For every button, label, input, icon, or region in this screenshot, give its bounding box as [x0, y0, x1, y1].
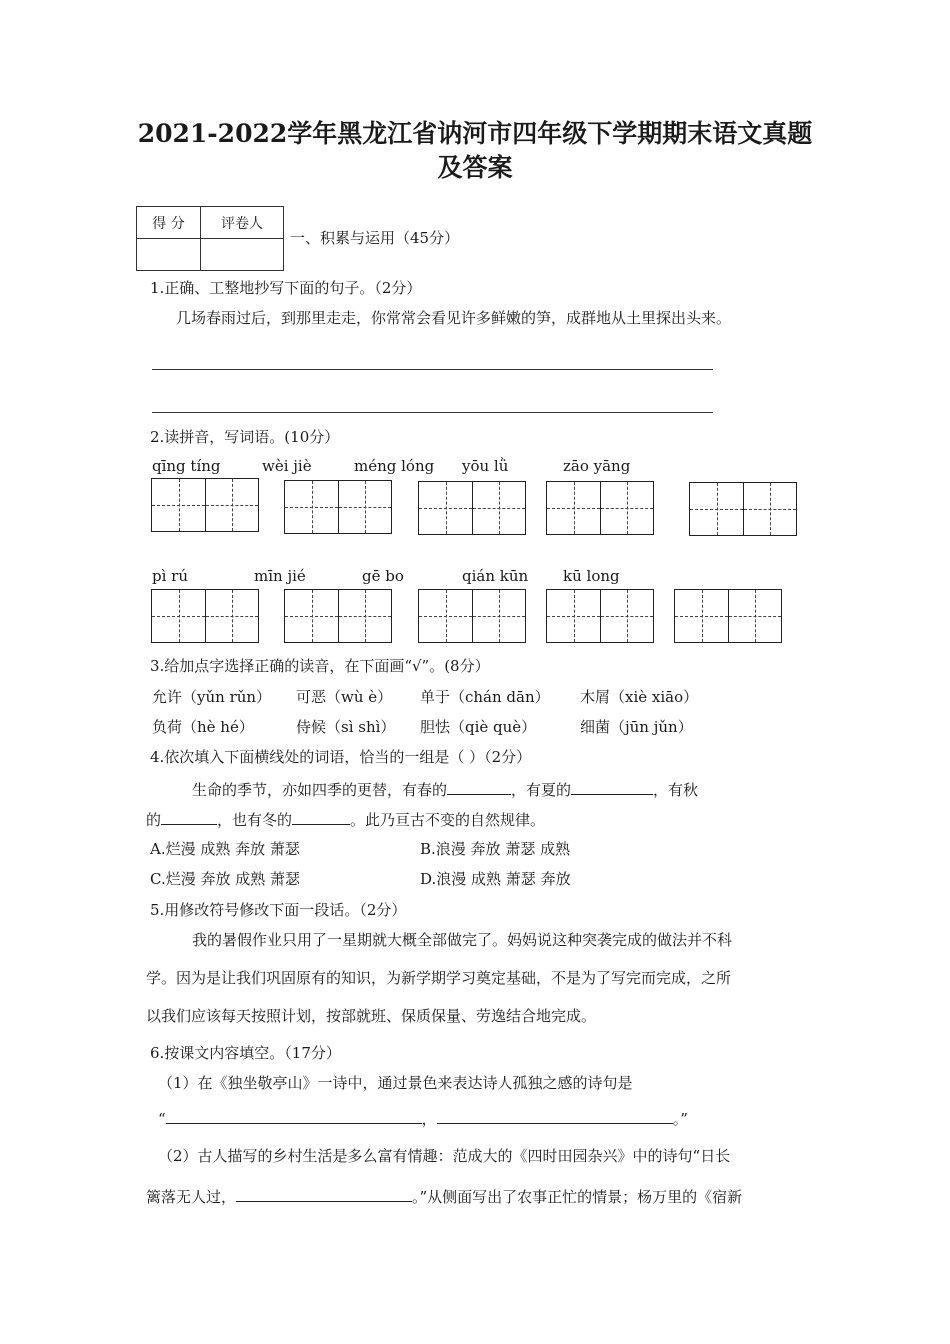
question-1-sentence: 几场春雨过后，到那里走走，你常常会看见许多鲜嫩的笋，成群地从土里探出头来。: [176, 309, 732, 327]
answer-blank[interactable]: [571, 778, 653, 795]
writing-grid[interactable]: [689, 482, 797, 536]
pinyin-label: qīng tíng: [152, 457, 221, 475]
writing-grid[interactable]: [151, 589, 259, 643]
passage-text: 生命的季节，亦如四季的更替，有春的: [192, 781, 448, 799]
document-title-line-1: 2021-2022学年黑龙江省讷河市四年级下学期期末语文真题: [137, 119, 813, 148]
passage-text: 。”从侧面写出了农事正忙的情景；杨万里的《宿新: [412, 1188, 743, 1206]
passage-text: ，有秋: [653, 781, 699, 799]
question-5-paragraph: 学。因为是让我们巩固原有的知识，为新学期学习奠定基础，不是为了写完而完成，之所: [146, 969, 732, 987]
question-6-stem: 6.按课文内容填空。（17分）: [150, 1044, 341, 1062]
grader-cell: [201, 239, 284, 271]
reading-choice[interactable]: 允许（yǔn rǔn）: [152, 688, 272, 706]
answer-blank[interactable]: [437, 1107, 673, 1124]
pinyin-label: pì rú: [152, 567, 188, 585]
pinyin-label: zāo yāng: [563, 457, 631, 475]
writing-grid[interactable]: [546, 589, 654, 643]
writing-grid[interactable]: [674, 589, 782, 643]
copy-line: [152, 412, 713, 413]
writing-grid[interactable]: [418, 481, 526, 535]
question-1-stem: 1.正确、工整地抄写下面的句子。（2分）: [150, 279, 422, 297]
question-5-stem: 5.用修改符号修改下面一段话。（2分）: [150, 901, 407, 919]
question-6-part-1: （1）在《独坐敬亭山》一诗中，通过景色来表达诗人孤独之感的诗句是: [158, 1074, 633, 1092]
score-header: 得 分: [137, 207, 201, 239]
pinyin-label: gē bo: [362, 567, 404, 585]
reading-choice[interactable]: 胆怯（qiè què）: [420, 718, 537, 736]
pinyin-label: yōu lǜ: [462, 457, 509, 475]
reading-choice[interactable]: 木屑（xiè xiāo）: [580, 688, 699, 706]
reading-choice[interactable]: 侍候（sì shì）: [296, 718, 396, 736]
passage-text: 。此乃亘古不变的自然规律。: [350, 811, 546, 829]
question-4-stem: 4.依次填入下面横线处的词语，恰当的一组是（ ）（2分）: [150, 748, 532, 766]
answer-blank[interactable]: [447, 778, 511, 795]
question-5-paragraph: 我的暑假作业只用了一星期就大概全部做完了。妈妈说这种突袭完成的做法并不科: [192, 931, 733, 949]
reading-choice[interactable]: 可恶（wù è）: [296, 688, 393, 706]
answer-blank[interactable]: [236, 1185, 412, 1202]
pinyin-label: kū long: [563, 567, 620, 585]
question-6-part-1-blanks: [158, 1107, 688, 1129]
question-2-stem: 2.读拼音，写词语。(10分）: [150, 428, 340, 446]
writing-grid[interactable]: [546, 481, 654, 535]
question-6-part-2: （2）古人描写的乡村生活是多么富有情趣：范成大的《四时田园杂兴》中的诗句“日长: [158, 1147, 731, 1165]
pinyin-label: qián kūn: [462, 567, 529, 585]
question-6-part-2-line-2: [146, 1185, 742, 1207]
reading-choice[interactable]: 单于（chán dān）: [420, 688, 550, 706]
score-cell: [137, 239, 201, 271]
writing-grid[interactable]: [418, 589, 526, 643]
reading-choice[interactable]: 细菌（jūn jǔn）: [580, 718, 693, 736]
question-3-stem: 3.给加点字选择正确的读音，在下面画“√”。(8分）: [150, 657, 490, 675]
option-d[interactable]: D.浪漫 成熟 萧瑟 奔放: [420, 870, 571, 888]
score-table: [136, 206, 284, 271]
passage-text: ，有夏的: [511, 781, 572, 799]
copy-line: [152, 369, 713, 370]
option-c[interactable]: C.烂漫 奔放 成熟 萧瑟: [150, 870, 301, 888]
pinyin-label: méng lóng: [354, 457, 435, 475]
punctuation: 。”: [672, 1110, 688, 1128]
option-a[interactable]: A.烂漫 成熟 奔放 萧瑟: [150, 840, 300, 858]
answer-blank[interactable]: [292, 808, 350, 825]
passage-text: 篱落无人过，: [146, 1188, 237, 1206]
option-b[interactable]: B.浪漫 奔放 萧瑟 成熟: [420, 840, 571, 858]
punctuation: ，: [421, 1110, 437, 1128]
question-4-passage: [146, 808, 545, 830]
writing-grid[interactable]: [151, 478, 259, 532]
grader-header: 评卷人: [201, 207, 284, 239]
answer-blank[interactable]: [166, 1107, 422, 1124]
question-4-passage: [192, 778, 698, 800]
passage-text: 的: [146, 811, 162, 829]
writing-grid[interactable]: [284, 480, 392, 534]
question-5-paragraph: 以我们应该每天按照计划，按部就班、保质保量、劳逸结合地完成。: [146, 1007, 597, 1025]
quote-mark: “: [158, 1110, 166, 1128]
reading-choice[interactable]: 负荷（hè hé）: [152, 718, 254, 736]
pinyin-label: mīn jié: [254, 567, 306, 585]
section-heading: 一、积累与运用（45分）: [290, 229, 460, 247]
passage-text: ，也有冬的: [217, 811, 293, 829]
document-title-line-2: 及答案: [437, 153, 513, 182]
writing-grid[interactable]: [284, 589, 392, 643]
pinyin-label: wèi jiè: [262, 457, 312, 475]
answer-blank[interactable]: [161, 808, 217, 825]
